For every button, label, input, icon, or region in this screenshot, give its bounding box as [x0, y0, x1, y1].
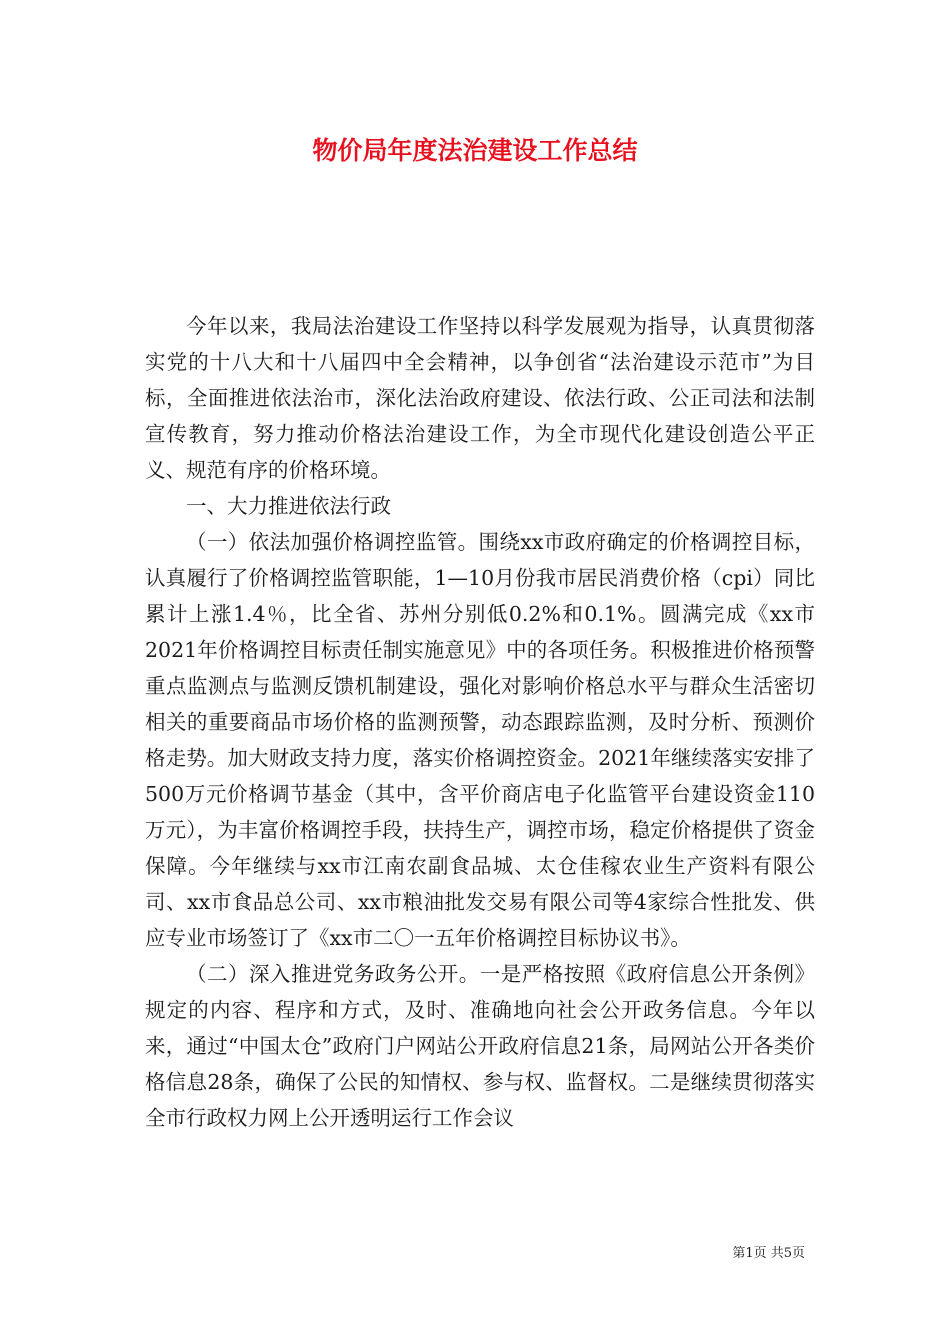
document-body — [145, 308, 815, 1136]
section-heading-1: 一、大力推进依法行政 — [186, 494, 391, 518]
paragraph-price-control: （一）依法加强价格调控监管。围绕xx市政府确定的价格调控目标，认真履行了价格调控监管职能，1—10月份我市居民消费价格（cpi）同比累计上涨1.4％，比全省、苏州分别低0.2%和0.1%。圆满完成《xx市2021年价格调控目标责任制实施意见》中的各项任务。积极推进价格预警重点监测点与监测反馈机制建设，强化对影响价格总水平与群众生活密切相关的重要商品市场价格的监测预警，动态跟踪监测，及时分析、预测价格走势。加大财政支持力度，落实价格调控资金。2021年继续落实安排了500万元价格调节基金（其中，含平价商店电子化监管平台建设资金110万元），为丰富价格调控手段，扶持生产，调控市场，稳定价格提供了资金保障。今年继续与xx市江南农副食品城、太仓佳稼农业生产资料有限公司、xx市食品总公司、xx市粮油批发交易有限公司等4家综合性批发、供应专业市场签订了《xx市二〇一五年价格调控目标协议书》。 — [145, 530, 815, 950]
document-title: 物价局年度法治建设工作总结 — [312, 136, 638, 165]
page-number: 第1页 共5页 — [732, 1246, 805, 1261]
paragraph-intro: 今年以来，我局法治建设工作坚持以科学发展观为指导，认真贯彻落实党的十八大和十八届四中全会精神，以争创省“法治建设示范市”为目标，全面推进依法治市，深化法治政府建设、依法行政、公正司法和法制宣传教育，努力推动价格法治建设工作，为全市现代化建设创造公平正义、规范有序的价格环境。 — [145, 314, 815, 482]
paragraph-affairs-disclosure: （二）深入推进党务政务公开。一是严格按照《政府信息公开条例》规定的内容、程序和方式，及时、准确地向社会公开政务信息。今年以来，通过“中国太仓”政府门户网站公开政府信息21条，局网站公开各类价格信息28条，确保了公民的知情权、参与权、监督权。二是继续贯彻落实全市行政权力网上公开透明运行工作会议 — [145, 962, 815, 1130]
